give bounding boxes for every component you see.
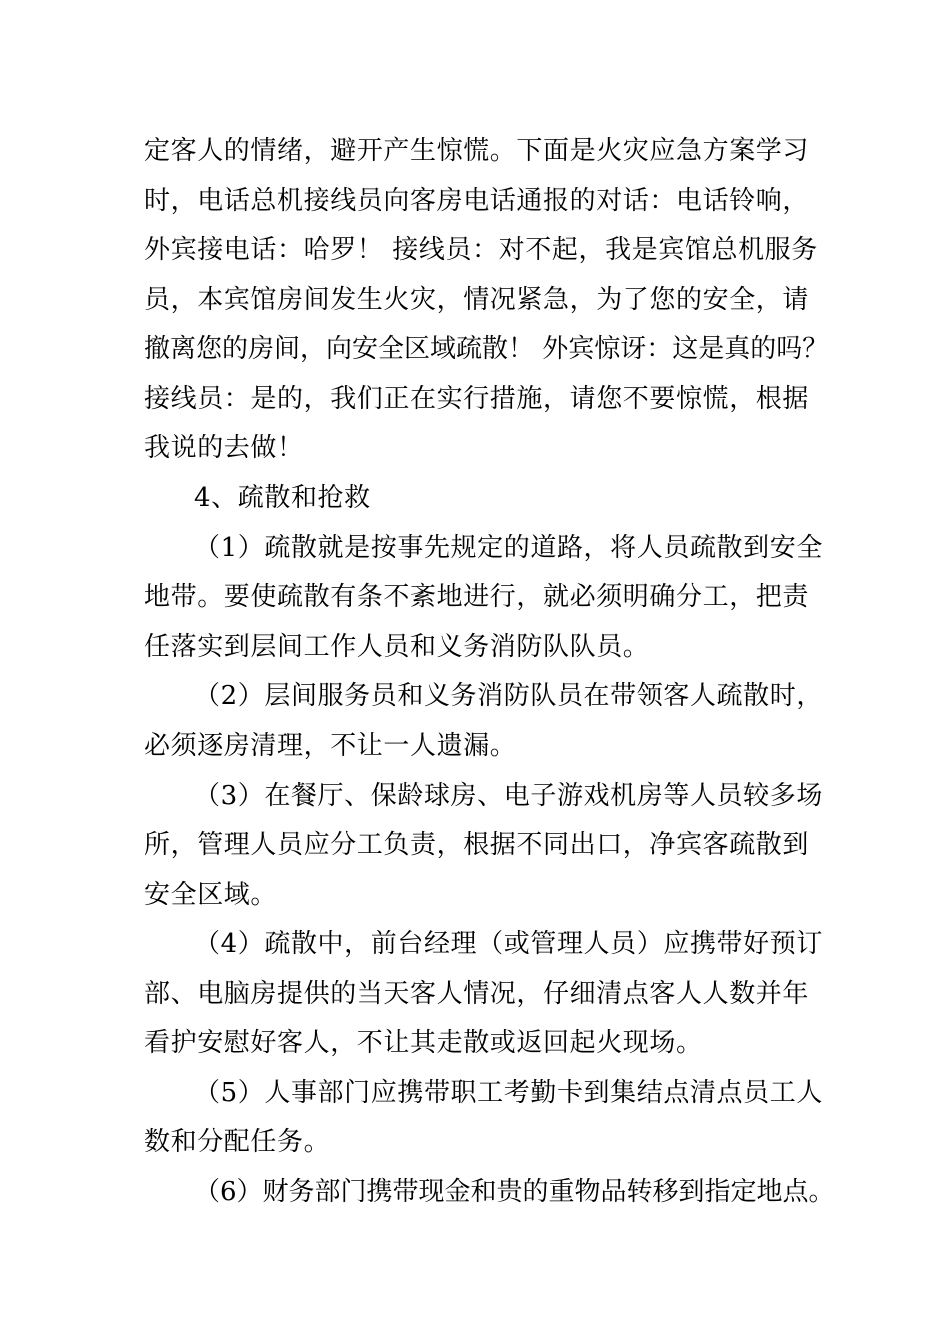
text-line: 安全区域。 bbox=[144, 880, 278, 910]
text-line: 员，本宾馆房间发生火灾，情况紧急，为了您的安全，请 bbox=[144, 285, 810, 315]
text-line: （5）人事部门应携带职工考勤卡到集结点清点员工人 bbox=[194, 1078, 823, 1108]
text-line: （1）疏散就是按事先规定的道路，将人员疏散到安全 bbox=[194, 533, 823, 563]
text-line: 看护安慰好客人，不让其走散或返回起火现场。 bbox=[144, 1028, 703, 1058]
text-line: 定客人的情绪，避开产生惊慌。下面是火灾应急方案学习 bbox=[144, 136, 810, 166]
text-line: 撤离您的房间，向安全区域疏散！ 外宾惊讶：这是真的吗？ bbox=[144, 334, 829, 364]
text-line: 外宾接电话：哈罗！ 接线员：对不起，我是宾馆总机服务 bbox=[144, 235, 818, 265]
text-line: 部、电脑房提供的当天客人情况，仔细清点客人人数并年 bbox=[144, 979, 810, 1009]
text-line: 时，电话总机接线员向客房电话通报的对话：电话铃响， bbox=[144, 186, 810, 216]
text-line: 地带。要使疏散有条不紊地进行，就必须明确分工，把责 bbox=[144, 582, 810, 612]
text-line: 数和分配任务。 bbox=[144, 1127, 331, 1157]
text-line: （3）在餐厅、保龄球房、电子游戏机房等人员较多场 bbox=[194, 781, 823, 811]
text-line: 任落实到层间工作人员和义务消防队队员。 bbox=[144, 632, 650, 662]
text-line: 所，管理人员应分工负责，根据不同出口，净宾客疏散到 bbox=[144, 830, 810, 860]
text-line: （6）财务部门携带现金和贵的重物品转移到指定地点。 bbox=[194, 1177, 835, 1207]
text-line: （2）层间服务员和义务消防队员在带领客人疏散时， bbox=[194, 681, 823, 711]
section-heading: 4、疏散和抢救 bbox=[194, 483, 371, 513]
text-line: （4）疏散中，前台经理（或管理人员）应携带好预订 bbox=[194, 929, 823, 959]
text-line: 接线员：是的，我们正在实行措施，请您不要惊慌，根据 bbox=[144, 384, 810, 414]
text-line: 必须逐房清理，不让一人遗漏。 bbox=[144, 731, 517, 761]
text-line: 我说的去做！ bbox=[144, 433, 304, 463]
